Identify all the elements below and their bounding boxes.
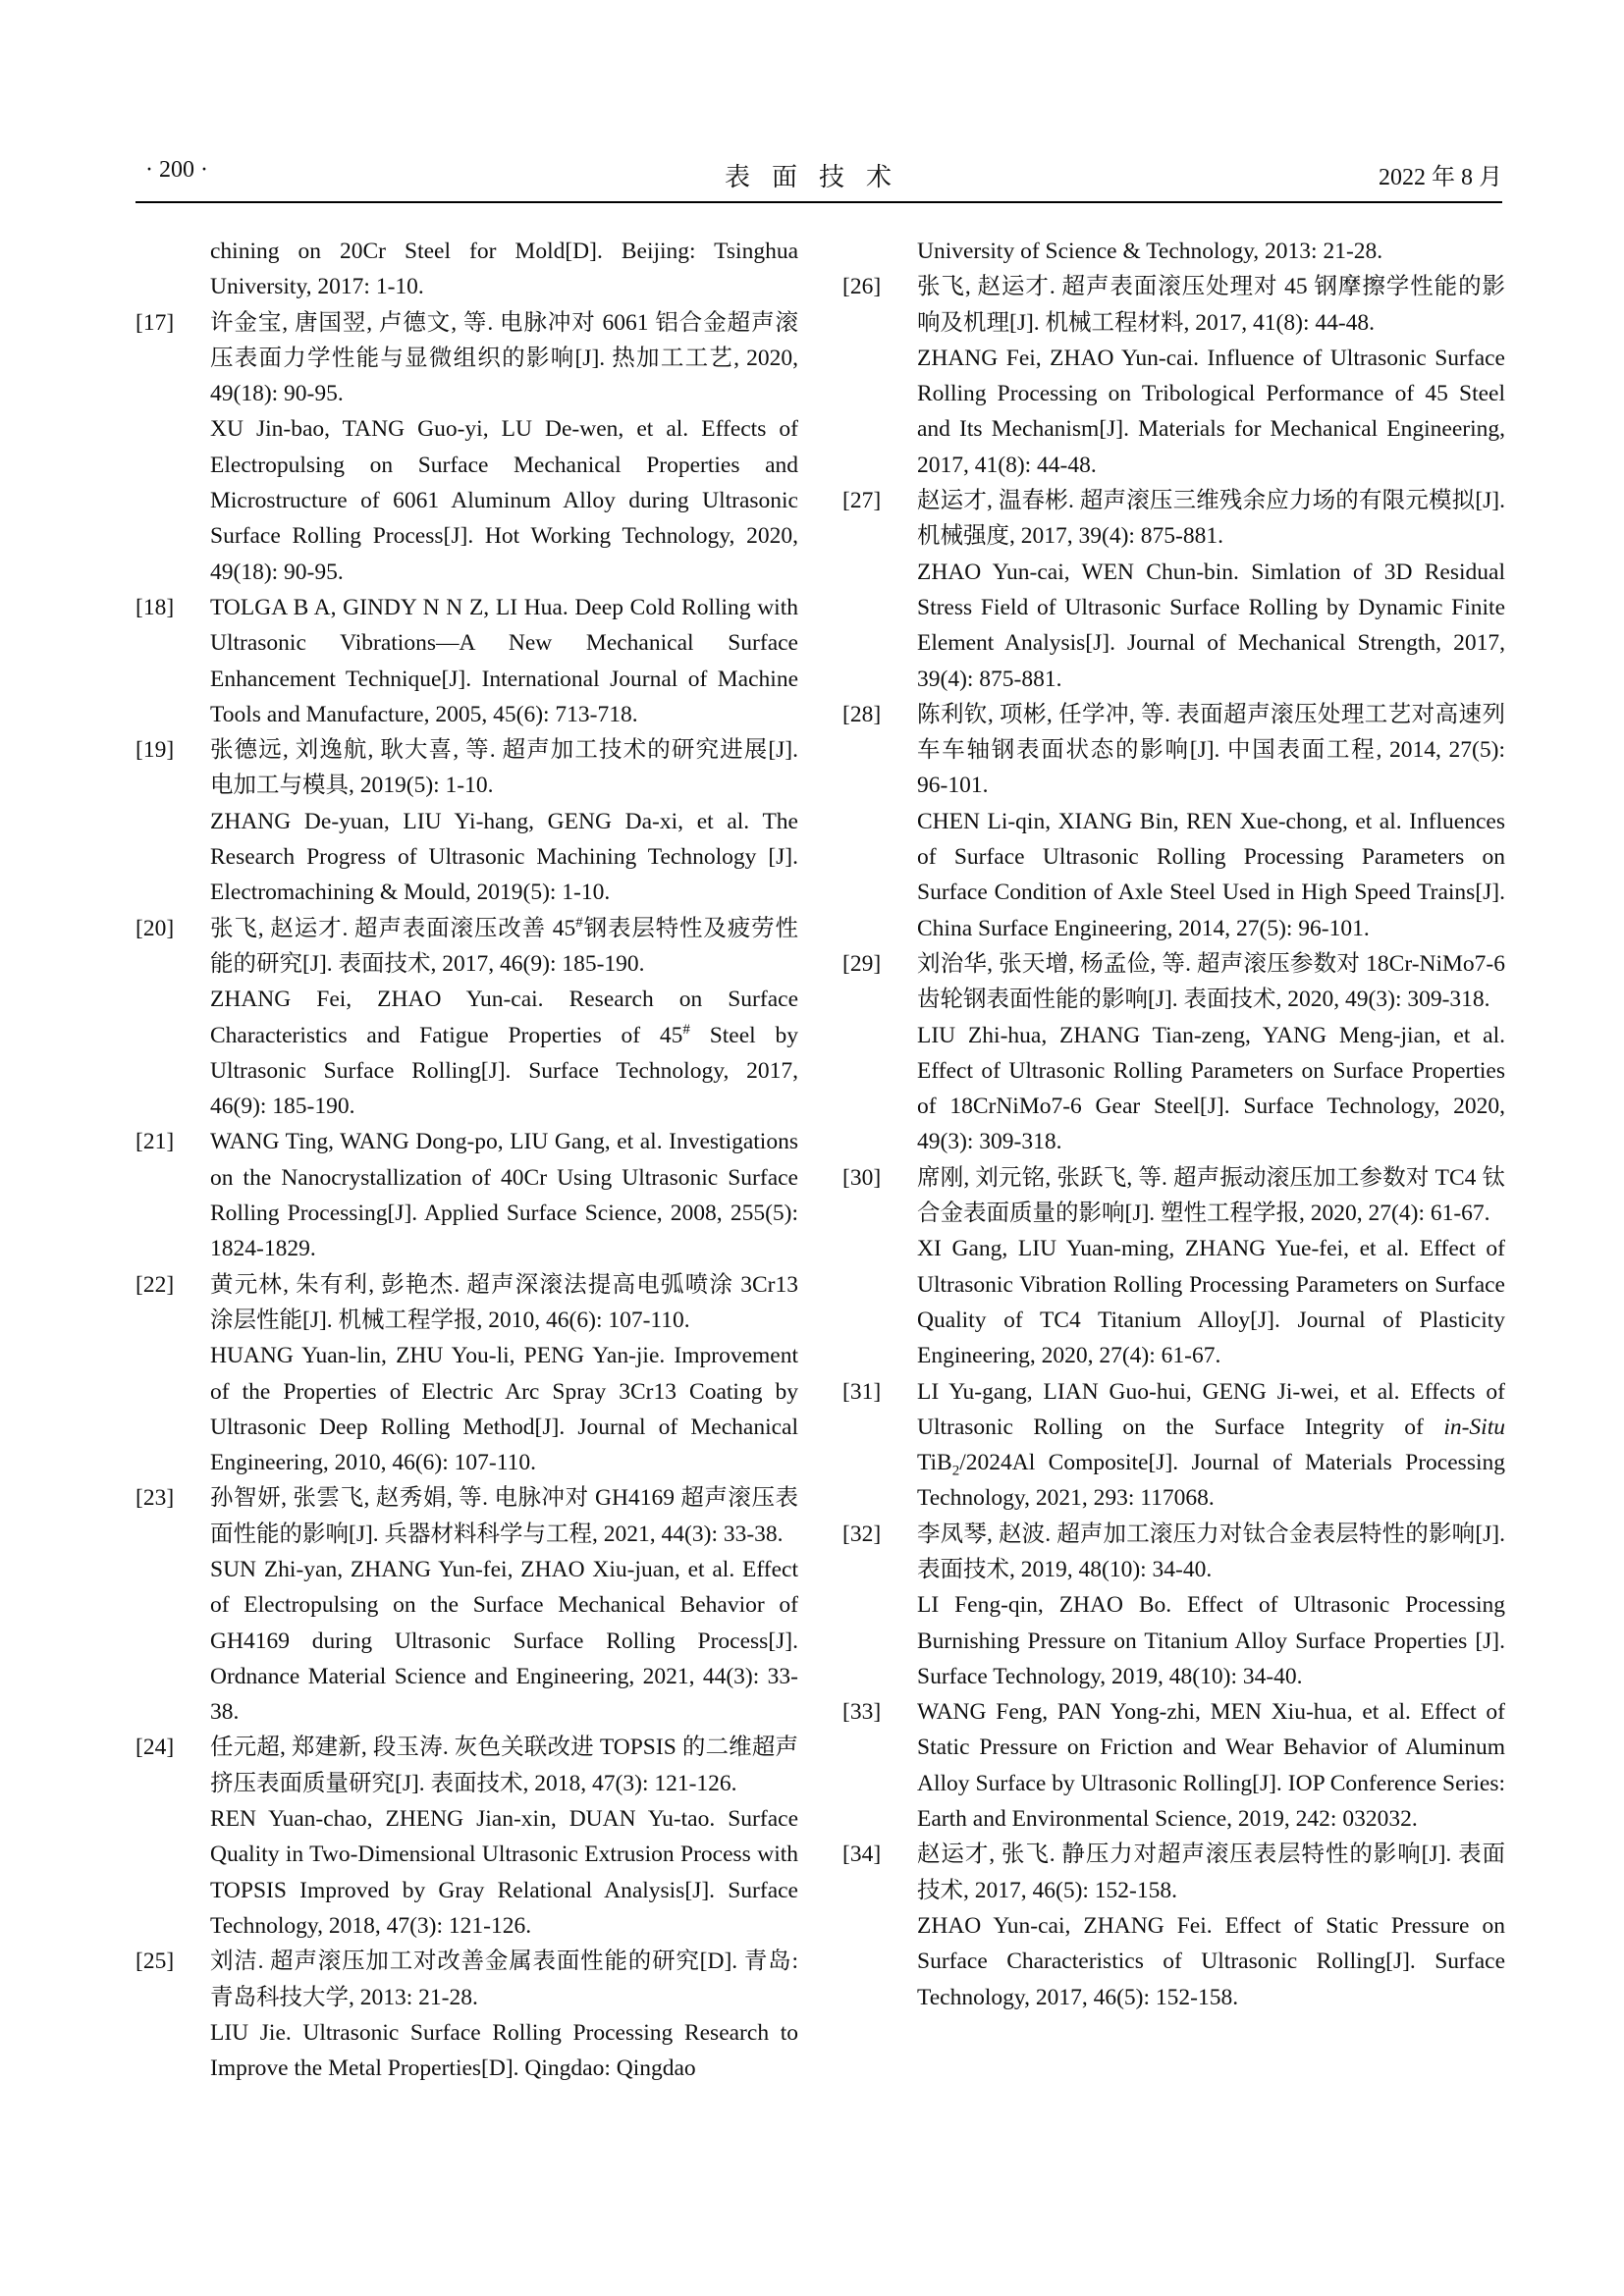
reference-en: XU Jin-bao, TANG Guo-yi, LU De-wen, et al. Effects of Electropulsing on Surface Mechanical Properties and Microstructure of 6061 Aluminum Alloy during Ultrasonic Surface Rolling Process[J]. Hot Working Technology, 2020, 49(18): 90-95. — [210, 416, 798, 585]
left-column — [135, 234, 798, 2086]
reference-en: ZHANG Fei, ZHAO Yun-cai. Research on Surface Characteristics and Fatigue Properties of 45# Steel by Ultrasonic Surface Rolling[J]. Surface Technology, 2017, 46(9): 185-190. — [210, 987, 798, 1120]
reference-en: ZHAO Yun-cai, WEN Chun-bin. Simlation of 3D Residual Stress Field of Ultrasonic Surface Rolling by Dynamic Finite Element Analysis[J]. Journal of Mechanical Strength, 2017, 39(4): 875-881. — [917, 559, 1505, 692]
page-number: · 200 · — [145, 157, 208, 183]
reference-20 — [135, 911, 798, 1125]
reference-en: TOLGA B A, GINDY N N Z, LI Hua. Deep Cold Rolling with Ultrasonic Vibrations—A New Mechanical Surface Enhancement Technique[J]. International Journal of Machine Tools and Manufacture, 2005, 45(6): 713-718. — [210, 594, 798, 727]
reference-zh: 许金宝, 唐国翌, 卢德文, 等. 电脉冲对 6061 铝合金超声滚压表面力学性能与显微组织的影响[J]. 热加工工艺, 2020, 49(18): 90-95. — [210, 309, 798, 407]
reference-number: [22] — [135, 1271, 175, 1298]
reference-28 — [842, 697, 1505, 946]
reference-zh: 李凤琴, 赵波. 超声加工滚压力对钛合金表层特性的影响[J]. 表面技术, 2019, 48(10): 34-40. — [917, 1521, 1505, 1582]
reference-19 — [135, 732, 798, 910]
reference-zh: 陈利钦, 项彬, 任学冲, 等. 表面超声滚压处理工艺对高速列车车轴钢表面状态的影响[J]. 中国表面工程, 2014, 27(5): 96-101. — [917, 701, 1505, 799]
reference-en: REN Yuan-chao, ZHENG Jian-xin, DUAN Yu-tao. Surface Quality in Two-Dimensional Ultrasonic Extrusion Process with TOPSIS Improved by Gray Relational Analysis[J]. Surface Technology, 2018, 47(3): 121-126. — [210, 1806, 798, 1939]
reference-number: [17] — [135, 309, 175, 336]
reference-30 — [842, 1160, 1505, 1374]
continued-reference: University of Science & Technology, 2013: 21-28. — [917, 239, 1383, 264]
right-column — [842, 234, 1505, 2015]
reference-number: [19] — [135, 737, 175, 764]
reference-24 — [135, 1730, 798, 1944]
reference-zh: 任元超, 郑建新, 段玉涛. 灰色关联改进 TOPSIS 的二维超声挤压表面质量研究[J]. 表面技术, 2018, 47(3): 121-126. — [210, 1735, 798, 1796]
reference-zh: 张德远, 刘逸航, 耿大喜, 等. 超声加工技术的研究进展[J]. 电加工与模具, 2019(5): 1-10. — [210, 737, 798, 799]
reference-en: ZHANG De-yuan, LIU Yi-hang, GENG Da-xi, et al. The Research Progress of Ultrasonic Machining Technology [J]. Electromachining & Mould, 2019(5): 1-10. — [210, 808, 798, 906]
issue-date: 2022 年 8 月 — [1379, 165, 1502, 190]
running-header — [135, 157, 1502, 200]
reference-26 — [842, 269, 1505, 483]
reference-zh: 孙智妍, 张雲飞, 赵秀娟, 等. 电脉冲对 GH4169 超声滚压表面性能的影响[J]. 兵器材料科学与工程, 2021, 44(3): 33-38. — [210, 1485, 798, 1547]
header-rule — [135, 201, 1502, 203]
reference-number: [27] — [842, 488, 882, 514]
reference-number: [25] — [135, 1949, 175, 1975]
reference-en: HUANG Yuan-lin, ZHU You-li, PENG Yan-jie. Improvement of the Properties of Electric Arc Spray 3Cr13 Coating by Ultrasonic Deep Rolling Method[J]. Journal of Mechanical Engineering, 2010, 46(6): 107-110. — [210, 1343, 798, 1476]
continued-reference: chining on 20Cr Steel for Mold[D]. Beijing: Tsinghua University, 2017: 1-10. — [210, 239, 798, 300]
reference-en: WANG Ting, WANG Dong-po, LIU Gang, et al. Investigations on the Nanocrystallization of 40Cr Using Ultrasonic Surface Rolling Processing[J]. Applied Surface Science, 2008, 255(5): 1824-1829. — [210, 1129, 798, 1262]
reference-number: [31] — [842, 1378, 882, 1405]
reference-number: [28] — [842, 701, 882, 727]
reference-number: [24] — [135, 1735, 175, 1761]
reference-25 — [135, 1944, 798, 2086]
reference-number: [32] — [842, 1521, 882, 1547]
reference-18 — [135, 590, 798, 732]
reference-number: [23] — [135, 1485, 175, 1512]
reference-29 — [842, 946, 1505, 1160]
reference-zh: 刘洁. 超声滚压加工对改善金属表面性能的研究[D]. 青岛: 青岛科技大学, 2013: 21-28. — [210, 1949, 798, 2010]
reference-22 — [135, 1267, 798, 1481]
reference-number: [33] — [842, 1699, 882, 1726]
reference-en: LIU Zhi-hua, ZHANG Tian-zeng, YANG Meng-jian, et al. Effect of Ultrasonic Rolling Parameters on Surface Properties of 18CrNiMo7-6 Gear Steel[J]. Surface Technology, 2020, 49(3): 309-318. — [917, 1022, 1505, 1155]
reference-number: [21] — [135, 1129, 175, 1155]
reference-17 — [135, 305, 798, 590]
reference-en: SUN Zhi-yan, ZHANG Yun-fei, ZHAO Xiu-juan, et al. Effect of Electropulsing on the Surface Mechanical Behavior of GH4169 during Ultrasonic Surface Rolling Process[J]. Ordnance Material Science and Engineering, 2021, 44(3): 33-38. — [210, 1556, 798, 1726]
reference-zh: 张飞, 赵运才. 超声表面滚压处理对 45 钢摩擦学性能的影响及机理[J]. 机械工程材料, 2017, 41(8): 44-48. — [917, 274, 1505, 336]
reference-23 — [135, 1480, 798, 1730]
reference-number: [18] — [135, 594, 175, 620]
reference-27 — [842, 483, 1505, 697]
reference-en: CHEN Li-qin, XIANG Bin, REN Xue-chong, et al. Influences of Surface Ultrasonic Rolling Processing Parameters on Surface Condition of Axle Steel Used in High Speed Trains[J]. China Surface Engineering, 2014, 27(5): 96-101. — [917, 808, 1505, 941]
reference-zh: 赵运才, 温春彬. 超声滚压三维残余应力场的有限元模拟[J]. 机械强度, 2017, 39(4): 875-881. — [917, 488, 1505, 550]
reference-en: ZHAO Yun-cai, ZHANG Fei. Effect of Static Pressure on Surface Characteristics of Ultrasonic Rolling[J]. Surface Technology, 2017, 46(5): 152-158. — [917, 1912, 1505, 2010]
reference-en: LIU Jie. Ultrasonic Surface Rolling Processing Research to Improve the Metal Properties[D]. Qingdao: Qingdao — [210, 2019, 798, 2082]
reference-zh: 张飞, 赵运才. 超声表面滚压改善 45#钢表层特性及疲劳性能的研究[J]. 表面技术, 2017, 46(9): 185-190. — [210, 914, 799, 977]
reference-zh: 黄元林, 朱有利, 彭艳杰. 超声深滚法提高电弧喷涂 3Cr13 涂层性能[J]. 机械工程学报, 2010, 46(6): 107-110. — [210, 1271, 798, 1333]
reference-number: [26] — [842, 274, 882, 300]
reference-number: [30] — [842, 1164, 882, 1191]
reference-zh: 席刚, 刘元铭, 张跃飞, 等. 超声振动滚压加工参数对 TC4 钛合金表面质量的影响[J]. 塑性工程学报, 2020, 27(4): 61-67. — [917, 1164, 1505, 1227]
reference-number: [29] — [842, 950, 882, 977]
reference-en: LI Yu-gang, LIAN Guo-hui, GENG Ji-wei, et al. Effects of Ultrasonic Rolling on the Surface Integrity of in-Situ TiB$_2$/2024Al Composite[J]. Journal of Materials Processing Technology, 2021, 293: 117068. — [917, 1378, 1505, 1512]
reference-number: [20] — [135, 915, 175, 941]
reference-number: [34] — [842, 1842, 882, 1868]
reference-en: LI Feng-qin, ZHAO Bo. Effect of Ultrasonic Processing Burnishing Pressure on Titanium Alloy Surface Properties [J]. Surface Technology, 2019, 48(10): 34-40. — [917, 1592, 1505, 1689]
reference-zh: 赵运才, 张飞. 静压力对超声滚压表层特性的影响[J]. 表面技术, 2017, 46(5): 152-158. — [917, 1842, 1505, 1903]
reference-en: XI Gang, LIU Yuan-ming, ZHANG Yue-fei, et al. Effect of Ultrasonic Vibration Rolling Processing Parameters on Surface Quality of TC4 Titanium Alloy[J]. Journal of Plasticity Engineering, 2020, 27(4): 61-67. — [917, 1236, 1505, 1369]
reference-31 — [842, 1374, 1505, 1517]
reference-33 — [842, 1694, 1505, 1837]
reference-zh: 刘治华, 张天增, 杨孟俭, 等. 超声滚压参数对 18Cr-NiMo7-6 齿轮钢表面性能的影响[J]. 表面技术, 2020, 49(3): 309-318. — [917, 950, 1505, 1013]
journal-title: 表面技术 — [724, 163, 913, 191]
reference-21 — [135, 1124, 798, 1266]
reference-en: WANG Feng, PAN Yong-zhi, MEN Xiu-hua, et al. Effect of Static Pressure on Friction and Wear Behavior of Aluminum Alloy Surface by Ultrasonic Rolling[J]. IOP Conference Series: Earth and Environmental Science, 2019, 242: 032032. — [917, 1699, 1505, 1833]
reference-34 — [842, 1837, 1505, 2014]
reference-en: ZHANG Fei, ZHAO Yun-cai. Influence of Ultrasonic Surface Rolling Processing on Tribological Performance of 45 Steel and Its Mechanism[J]. Materials for Mechanical Engineering, 2017, 41(8): 44-48. — [917, 345, 1505, 478]
reference-32 — [842, 1517, 1505, 1694]
